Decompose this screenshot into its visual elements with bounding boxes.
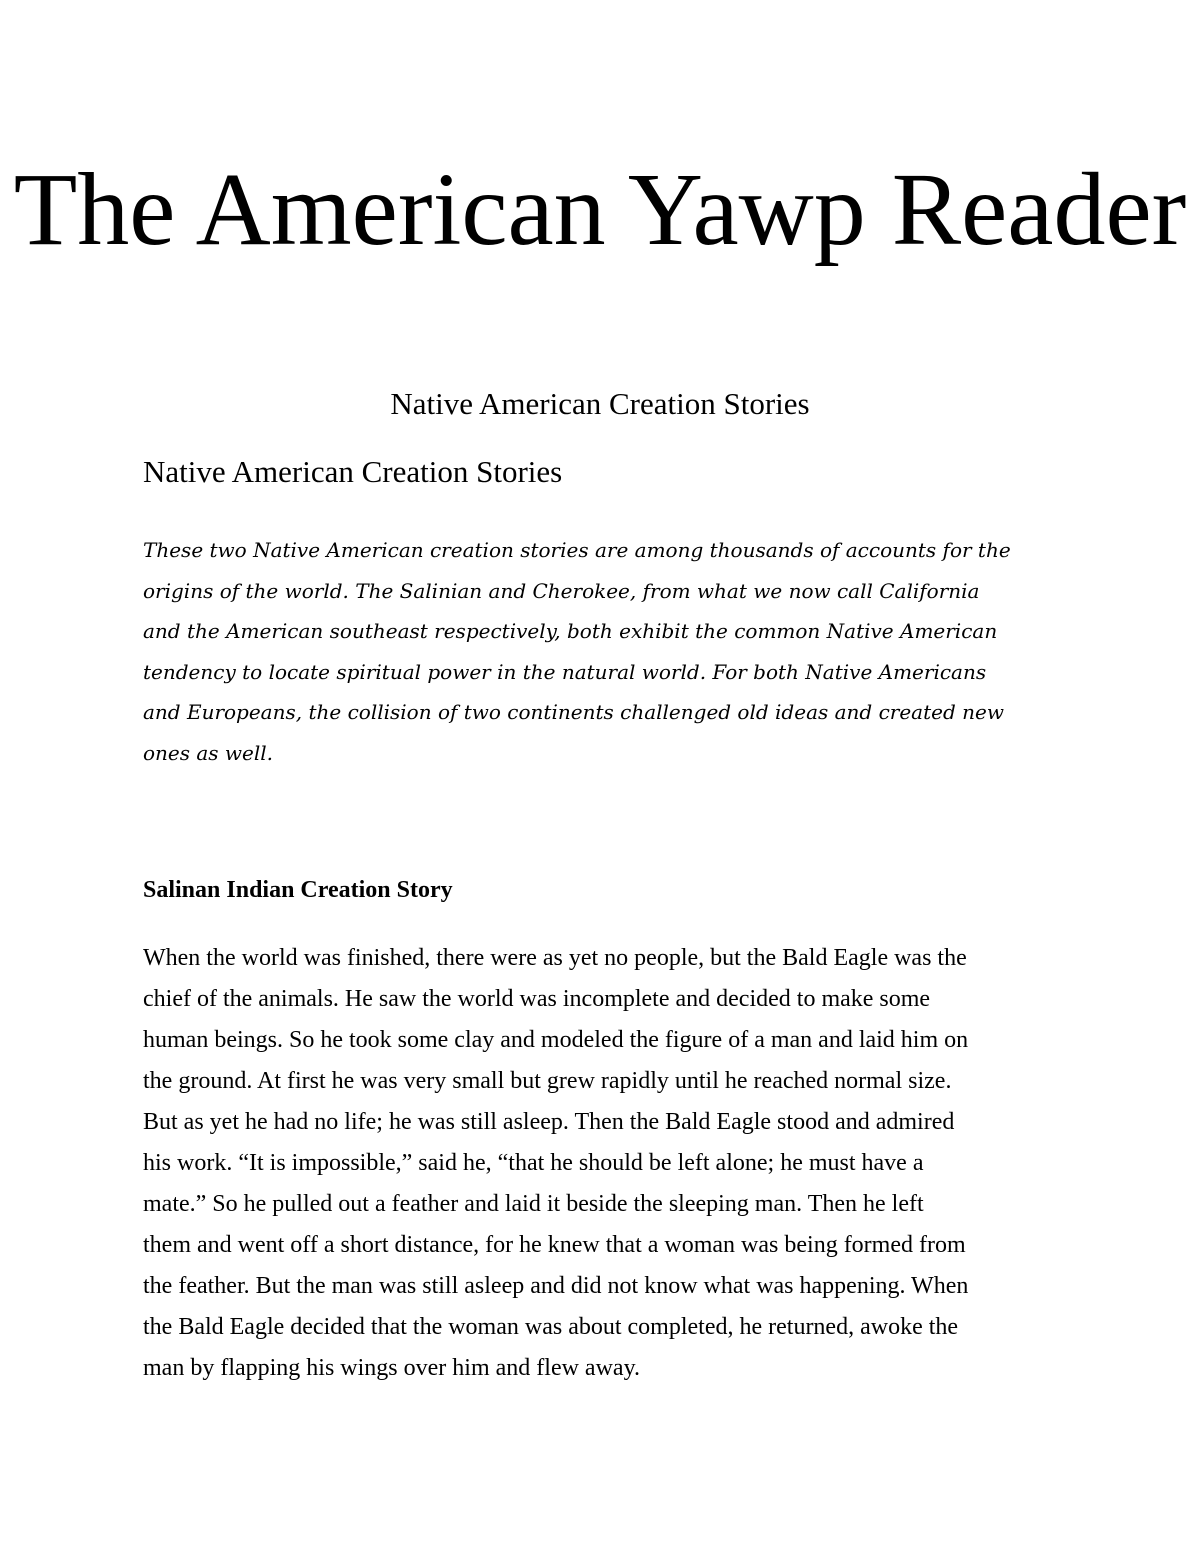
section-heading: Native American Creation Stories (143, 454, 563, 489)
story-line: But as yet he had no life; he was still asleep. Then the Bald Eagle stood and admired (143, 1109, 955, 1135)
intro-line: ones as well. (143, 740, 274, 765)
intro-line: These two Native American creation stories are among thousands of accounts for the (143, 538, 1011, 562)
intro-line: tendency to locate spiritual power in the natural world. For both Native Americans (143, 659, 987, 684)
story-line: human beings. So he took some clay and modeled the figure of a man and laid him on (143, 1027, 969, 1053)
intro-line: and Europeans, the collision of two continents challenged old ideas and created new (143, 700, 1004, 724)
story-heading: Salinan Indian Creation Story (143, 877, 453, 903)
document-title: The American Yawp Reader (13, 152, 1187, 267)
story-line: mate.” So he pulled out a feather and laid it beside the sleeping man. Then he left (143, 1191, 924, 1217)
intro-paragraph (143, 530, 1073, 773)
story-line: the Bald Eagle decided that the woman was about completed, he returned, awoke the (143, 1314, 959, 1340)
story-line: the feather. But the man was still asleep and did not know what was happening. When (143, 1273, 969, 1299)
story-line: When the world was finished, there were as yet no people, but the Bald Eagle was the (143, 945, 967, 971)
intro-line: and the American southeast respectively, both exhibit the common Native American (143, 619, 998, 643)
story-line: chief of the animals. He saw the world was incomplete and decided to make some (143, 986, 931, 1012)
intro-line: origins of the world. The Salinian and Cherokee, from what we now call California (143, 578, 980, 603)
story-line: man by flapping his wings over him and flew away. (143, 1355, 641, 1381)
story-line: his work. “It is impossible,” said he, “that he should be left alone; he must have a (143, 1150, 924, 1176)
story-line: the ground. At first he was very small but grew rapidly until he reached normal size. (143, 1068, 952, 1094)
document-subtitle: Native American Creation Stories (390, 386, 810, 421)
story-line: them and went off a short distance, for he knew that a woman was being formed from (143, 1232, 966, 1258)
story-paragraph (143, 938, 1073, 1389)
